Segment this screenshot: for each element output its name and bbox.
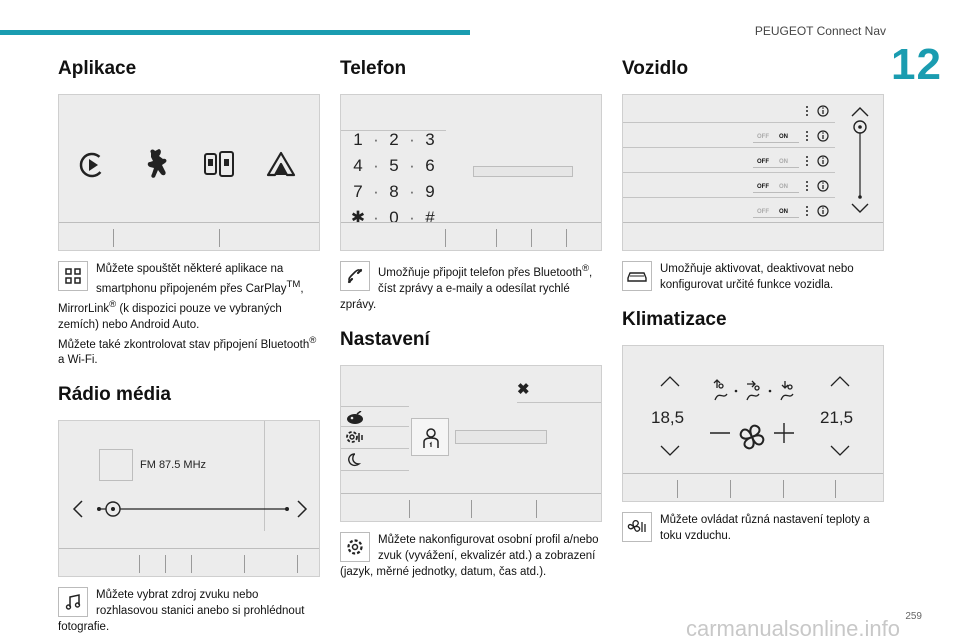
more-info-icons[interactable]: [803, 104, 833, 118]
bottom-bar: [341, 493, 601, 521]
temp-left-down-icon[interactable]: [659, 444, 681, 458]
fan-decrease-icon[interactable]: [709, 430, 731, 436]
toggle-underline: [753, 142, 799, 143]
keypad-separator: ·: [409, 182, 415, 201]
station-artwork: [99, 449, 133, 481]
section-title-radio: Rádio média: [58, 384, 171, 406]
toggle-underline: [753, 217, 799, 218]
keypad-key[interactable]: 6: [425, 156, 435, 175]
keypad-separator: ·: [373, 182, 379, 201]
temp-left-up-icon[interactable]: [659, 374, 681, 388]
keypad-row: [349, 127, 439, 153]
profile-tile[interactable]: [411, 418, 449, 456]
keypad-separator: ·: [373, 208, 379, 227]
keypad-separator: ·: [373, 156, 379, 175]
profile-icon: [421, 426, 441, 450]
section-title-vozidlo: Vozidlo: [622, 58, 689, 79]
watermark: carmanualsonline.info: [685, 616, 900, 640]
more-info-icons[interactable]: [803, 129, 833, 143]
screen-telefon: [340, 94, 602, 251]
screen-aplikace: [58, 94, 320, 251]
screen-klimatizace: [622, 345, 884, 502]
android-auto-icon[interactable]: [265, 150, 297, 180]
screen-radio: [58, 420, 320, 577]
toggle-on-label[interactable]: ON: [779, 184, 788, 190]
description-aplikace: [58, 261, 320, 368]
apps-grid-icon: [58, 261, 88, 291]
chevron-down-icon[interactable]: [850, 201, 870, 215]
toggle-on-label[interactable]: ON: [779, 209, 788, 215]
chevron-right-icon[interactable]: [295, 499, 309, 519]
more-info-icons[interactable]: [803, 179, 833, 193]
row-divider: [623, 197, 835, 198]
close-icon[interactable]: ✖: [517, 380, 530, 398]
keypad-key[interactable]: ✱: [350, 208, 366, 227]
toggle-off-label[interactable]: OFF: [757, 159, 769, 165]
top-accent-bar: [0, 30, 470, 35]
phone-handset-icon: [340, 261, 370, 291]
page-number: 259: [905, 611, 922, 622]
description-telefon: [340, 261, 602, 313]
sound-settings-icon[interactable]: [344, 428, 366, 446]
row-divider: [623, 147, 835, 148]
temp-right-up-icon[interactable]: [829, 374, 851, 388]
header-title: PEUGEOT Connect Nav: [754, 24, 886, 38]
profile-name-field[interactable]: [455, 430, 547, 444]
klimatizace-description-text: Můžete ovládat různá nastavení teploty a toku vzduchu.: [660, 514, 870, 542]
toggle-off-label[interactable]: OFF: [757, 209, 769, 215]
palette-icon[interactable]: [345, 411, 365, 425]
bottom-bar: [341, 222, 601, 250]
bottom-bar: [59, 548, 319, 576]
night-mode-icon[interactable]: [345, 452, 363, 468]
section-title-nastaveni: Nastavení: [340, 328, 430, 350]
description-klimatizace: [622, 512, 884, 544]
temp-left-value: 18,5: [651, 408, 685, 427]
keypad-key[interactable]: 9: [425, 182, 435, 201]
music-note-icon: [58, 587, 88, 617]
peugeot-lion-icon[interactable]: [141, 147, 175, 183]
toggle-off-label[interactable]: OFF: [757, 134, 769, 140]
keypad-separator: ·: [373, 130, 379, 149]
section-title-telefon: Telefon: [340, 58, 407, 79]
keypad-key[interactable]: 7: [353, 182, 363, 201]
toggle-underline: [753, 192, 799, 193]
keypad-key[interactable]: 0: [389, 208, 399, 227]
row-divider: [623, 172, 835, 173]
section-title-aplikace: Aplikace: [58, 58, 137, 79]
vozidlo-description-text: Umožňuje aktivovat, deaktivovat nebo konfigurovat určité funkce vozidla.: [660, 263, 854, 291]
column-1: [58, 55, 320, 635]
keypad-key[interactable]: 3: [425, 130, 435, 149]
phone-number-field[interactable]: [473, 166, 573, 177]
bottom-bar: [623, 222, 883, 250]
settings-gear-icon: [340, 532, 370, 562]
keypad-separator: ·: [409, 156, 415, 175]
chevron-left-icon[interactable]: [71, 499, 85, 519]
toggle-on-label[interactable]: ON: [779, 159, 788, 165]
car-icon: [622, 261, 652, 291]
frequency-slider[interactable]: [95, 498, 291, 520]
section-title-klimatizace: Klimatizace: [622, 309, 727, 330]
fan-icon: [735, 420, 769, 454]
toggle-on-label[interactable]: ON: [779, 134, 788, 140]
column-3: [622, 55, 884, 544]
nastaveni-description-text: Můžete nakonfigurovat osobní profil a/nebo zvuk (vyvážení, ekvalizér atd.) a zobrazení (jazyk, měrné jednotky, datum, čas atd.).: [340, 533, 599, 578]
climate-fan-icon: [622, 512, 652, 542]
radio-description-text: Můžete vybrat zdroj zvuku nebo rozhlasovou stanici anebo si prohlédnout fotografie.: [58, 589, 305, 634]
telefon-description-text: Umožňuje připojit telefon přes Bluetooth®, číst zprávy a e-maily a odesílat rychlé zprávy.: [340, 263, 593, 311]
fan-increase-icon[interactable]: [773, 422, 795, 444]
mirrorlink-icon[interactable]: [202, 150, 236, 180]
carplay-icon[interactable]: [77, 150, 107, 180]
toggle-underline: [753, 167, 799, 168]
screen-vozidlo: [622, 94, 884, 251]
column-2: [340, 55, 602, 580]
aplikace-description-text: Můžete spouštět některé aplikace na smartphonu připojeném přes CarPlay™, MirrorLink® (k dispozici pouze ve vybraných zemích) nebo Android Auto. Můžete také zkontrolovat stav připojení Bluetooth® a Wi-Fi.: [58, 263, 317, 367]
scrollbar[interactable]: [851, 117, 869, 203]
keypad-row: [349, 179, 439, 205]
keypad-key[interactable]: 4: [353, 156, 363, 175]
keypad-separator: ·: [409, 208, 415, 227]
keypad-key[interactable]: 2: [389, 130, 399, 149]
more-info-icons[interactable]: [803, 154, 833, 168]
keypad-separator: ·: [409, 130, 415, 149]
temp-right-value: 21,5: [820, 408, 854, 427]
more-info-icons[interactable]: [803, 204, 833, 218]
phone-keypad[interactable]: [349, 127, 439, 231]
keypad-key[interactable]: #: [425, 208, 435, 227]
screen-nastaveni: [340, 365, 602, 522]
keypad-key[interactable]: 1: [353, 130, 363, 149]
row-divider: [623, 122, 835, 123]
chapter-number: 12: [891, 40, 942, 89]
description-vozidlo: [622, 261, 884, 293]
temp-right-down-icon[interactable]: [829, 444, 851, 458]
station-frequency: FM 87.5 MHz: [140, 459, 207, 472]
air-distribution-icon[interactable]: [711, 378, 811, 404]
bottom-bar: [59, 222, 319, 250]
keypad-row: [349, 153, 439, 179]
keypad-key[interactable]: 8: [389, 182, 399, 201]
bottom-bar: [623, 473, 883, 501]
toggle-off-label[interactable]: OFF: [757, 184, 769, 190]
description-radio: [58, 587, 320, 635]
description-nastaveni: [340, 532, 602, 580]
keypad-key[interactable]: 5: [389, 156, 399, 175]
